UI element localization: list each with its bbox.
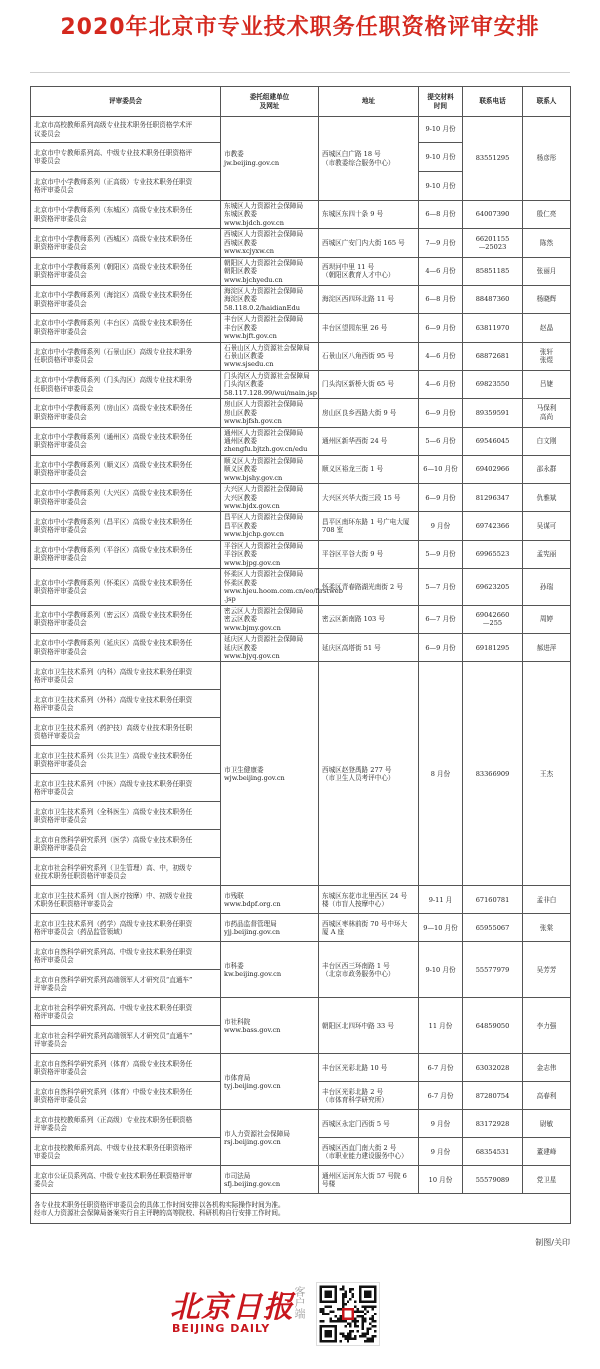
address-cell: 延庆区高塔街 51 号: [319, 634, 419, 662]
contact-cell: 杨彦彤: [523, 117, 571, 201]
unit-cell: 平谷区人力资源社会保障局 平谷区教委 www.bjpg.gov.cn: [221, 540, 319, 568]
address-cell: 昌平区南环东路 1 号广电大厦 708 室: [319, 512, 419, 540]
time-cell: 6-7 月份: [419, 1054, 463, 1082]
committee-cell: 北京市技校教师系列（正高级）专业技术职务任职资格 评审委员会: [31, 1110, 221, 1138]
committee-cell: 北京市社会科学研究系列高端领军人才研究员“直通车” 评审委员会: [31, 1026, 221, 1054]
table-row: [31, 455, 571, 483]
time-cell: 6—7 月份: [419, 605, 463, 633]
table-row: [31, 370, 571, 398]
unit-cell: 怀柔区人力资源社会保障局 怀柔区教委 www.hjeu.hoom.com.cn/eo/firstweb .jsp: [221, 569, 319, 606]
address-cell: 石景山区八角西街 95 号: [319, 342, 419, 370]
table-row: [31, 634, 571, 662]
title-divider: [30, 72, 570, 73]
committee-cell: 北京市中小学教师系列（通州区）高级专业技术职务任 职资格评审委员会: [31, 427, 221, 455]
address-cell: 大兴区兴华大街三段 15 号: [319, 484, 419, 512]
table-row: [31, 1110, 571, 1138]
table-row: [31, 569, 571, 606]
phone-cell: 69402966: [463, 455, 523, 483]
time-cell: 10 月份: [419, 1166, 463, 1194]
header-time: 提交材料 时间: [419, 87, 463, 117]
address-cell: 西城区永定门西街 5 号: [319, 1110, 419, 1138]
qr-code-icon: [316, 1282, 380, 1346]
time-cell: 9-10 月份: [419, 143, 463, 172]
phone-cell: 83366909: [463, 662, 523, 886]
contact-cell: 殷仁亮: [523, 201, 571, 229]
contact-cell: 李力强: [523, 998, 571, 1054]
unit-cell: 西城区人力资源社会保障局 西城区教委 www.xcjyxw.cn: [221, 229, 319, 257]
phone-cell: 89359591: [463, 399, 523, 427]
table-row: [31, 942, 571, 970]
unit-cell: 市司法局 sfj.beijing.gov.cn: [221, 1166, 319, 1194]
phone-cell: 69623205: [463, 569, 523, 606]
unit-cell: 东城区人力资源社会保障局 东城区教委 www.bjdch.gov.cn: [221, 201, 319, 229]
brand-logo: [170, 1282, 340, 1342]
phone-cell: 67160781: [463, 886, 523, 914]
contact-cell: 吴芳芳: [523, 942, 571, 998]
address-cell: 西城区赵登禹路 277 号 （市卫生人员考评中心）: [319, 662, 419, 886]
contact-cell: 邵永群: [523, 455, 571, 483]
phone-cell: 66201155 —25023: [463, 229, 523, 257]
table-row: [31, 1166, 571, 1194]
phone-cell: 69042660 —255: [463, 605, 523, 633]
phone-cell: 63032028: [463, 1054, 523, 1082]
address-cell: 朝阳区北四环中路 33 号: [319, 998, 419, 1054]
contact-cell: 金志伟: [523, 1054, 571, 1082]
contact-cell: 孙瑞: [523, 569, 571, 606]
time-cell: 6—10 月份: [419, 455, 463, 483]
address-cell: 丰台区光彩北路 10 号: [319, 1054, 419, 1082]
table-row: [31, 998, 571, 1026]
contact-cell: 周婷: [523, 605, 571, 633]
phone-cell: 68354531: [463, 1138, 523, 1166]
brand-client-label: 客户端: [293, 1286, 306, 1319]
address-cell: 海淀区西四环北路 11 号: [319, 285, 419, 313]
committee-cell: 北京市社会科学研究系列高、中级专业技术职务任职资 格评审委员会: [31, 998, 221, 1026]
contact-cell: 党卫星: [523, 1166, 571, 1194]
contact-cell: 张丽月: [523, 257, 571, 285]
address-cell: 门头沟区新桥大街 65 号: [319, 370, 419, 398]
unit-cell: 市药品监督管理局 yjj.beijing.gov.cn: [221, 914, 319, 942]
time-cell: 6—9 月份: [419, 314, 463, 342]
committee-cell: 北京市中小学教师系列（门头沟区）高级专业技术职务 任职资格评审委员会: [31, 370, 221, 398]
committee-cell: 北京市卫生技术系列（公共卫生）高级专业技术职务任 职资格评审委员会: [31, 746, 221, 774]
address-cell: 西城区白广路 18 号 （市教委综合服务中心）: [319, 117, 419, 201]
table-row: [31, 201, 571, 229]
table-row: [31, 117, 571, 143]
table-row: [31, 512, 571, 540]
unit-cell: 石景山区人力资源社会保障局 石景山区教委 www.sjsedu.cn: [221, 342, 319, 370]
committee-cell: 北京市高校教师系列高级专业技术职务任职资格学术评 议委员会: [31, 117, 221, 143]
committee-cell: 北京市中小学教师系列（石景山区）高级专业技术职务 任职资格评审委员会: [31, 342, 221, 370]
address-cell: 密云区新南路 103 号: [319, 605, 419, 633]
time-cell: 9-10 月份: [419, 942, 463, 998]
contact-cell: 吕婕: [523, 370, 571, 398]
time-cell: 4—6 月份: [419, 257, 463, 285]
address-cell: 通州区新华西街 24 号: [319, 427, 419, 455]
header-unit: 委托组建单位 及网址: [221, 87, 319, 117]
note-row: [31, 1194, 571, 1224]
address-cell: 通州区运河东大街 57 号院 6 号楼: [319, 1166, 419, 1194]
unit-cell: 房山区人力资源社会保障局 房山区教委 www.bjfsh.gov.cn: [221, 399, 319, 427]
unit-cell: 市卫生健康委 wjw.beijing.gov.cn: [221, 662, 319, 886]
committee-cell: 北京市自然科学研究系列高、中级专业技术职务任职资 格评审委员会: [31, 942, 221, 970]
contact-cell: 孟非白: [523, 886, 571, 914]
table-row: [31, 1054, 571, 1082]
brand-name: 北京日报: [170, 1290, 294, 1325]
credit-line: 制图/关印: [535, 1238, 570, 1247]
time-cell: 5—7 月份: [419, 569, 463, 606]
phone-cell: 55577979: [463, 942, 523, 998]
unit-cell: 大兴区人力资源社会保障局 大兴区教委 www.bjdx.gov.cn: [221, 484, 319, 512]
committee-cell: 北京市自然科学研究系列（体育）中级专业技术职务任 职资格评审委员会: [31, 1082, 221, 1110]
phone-cell: 55579089: [463, 1166, 523, 1194]
header-phone: 联系电话: [463, 87, 523, 117]
committee-cell: 北京市公证员系列高、中级专业技术职务任职资格评审 委员会: [31, 1166, 221, 1194]
committee-cell: 北京市卫生技术系列（盲人医疗按摩）中、初级专业技 术职务任职资格评审委员会: [31, 886, 221, 914]
committee-cell: 北京市中小学教师系列（房山区）高级专业技术职务任 职资格评审委员会: [31, 399, 221, 427]
committee-cell: 北京市中小学教师系列（朝阳区）高级专业技术职务任 职资格评审委员会: [31, 257, 221, 285]
time-cell: 9—10 月份: [419, 914, 463, 942]
committee-cell: 北京市自然科学研究系列（医学）高级专业技术职务任 职资格评审委员会: [31, 830, 221, 858]
phone-cell: 69965523: [463, 540, 523, 568]
phone-cell: 68872681: [463, 342, 523, 370]
unit-cell: 通州区人力资源社会保障局 通州区教委 zhengfu.bjtzh.gov.cn/edu: [221, 427, 319, 455]
time-cell: 9 月份: [419, 1138, 463, 1166]
committee-cell: 北京市中小学教师系列（顺义区）高级专业技术职务任 职资格评审委员会: [31, 455, 221, 483]
committee-cell: 北京市中小学教师系列（大兴区）高级专业技术职务任 职资格评审委员会: [31, 484, 221, 512]
phone-cell: 64007390: [463, 201, 523, 229]
address-cell: 怀柔区青春路湖光南街 2 号: [319, 569, 419, 606]
time-cell: 6-7 月份: [419, 1082, 463, 1110]
table-row: [31, 257, 571, 285]
phone-cell: 69823550: [463, 370, 523, 398]
address-cell: 丰台区望园东里 26 号: [319, 314, 419, 342]
committee-cell: 北京市卫生技术系列（中医）高级专业技术职务任职资 格评审委员会: [31, 774, 221, 802]
table-header-row: [31, 87, 571, 117]
table-row: [31, 605, 571, 633]
committee-cell: 北京市中小学教师系列（正高级）专业技术职务任职资 格评审委员会: [31, 172, 221, 201]
unit-cell: 密云区人力资源社会保障局 密云区教委 www.bjmy.gov.cn: [221, 605, 319, 633]
time-cell: 6—9 月份: [419, 399, 463, 427]
committee-cell: 北京市卫生技术系列（药护技）高级专业技术职务任职 资格评审委员会: [31, 718, 221, 746]
contact-cell: 张棠: [523, 914, 571, 942]
committee-cell: 北京市中小学教师系列（怀柔区）高级专业技术职务任 职资格评审委员会: [31, 569, 221, 606]
contact-cell: 马保利 高尚: [523, 399, 571, 427]
table-row: [31, 886, 571, 914]
unit-cell: 丰台区人力资源社会保障局 丰台区教委 www.bjft.gov.cn: [221, 314, 319, 342]
table-body: [31, 117, 571, 1224]
phone-cell: 63811970: [463, 314, 523, 342]
contact-cell: 陈然: [523, 229, 571, 257]
committee-cell: 北京市社会科学研究系列（卫生管理）高、中，初级专 业技术职务任职资格评审委员会: [31, 858, 221, 886]
time-cell: 9 月份: [419, 512, 463, 540]
contact-cell: 赵晶: [523, 314, 571, 342]
table-row: [31, 399, 571, 427]
phone-cell: 85851185: [463, 257, 523, 285]
address-cell: 西城区西直门南大街 2 号 （市职业能力建设服务中心）: [319, 1138, 419, 1166]
time-cell: 9 月份: [419, 1110, 463, 1138]
header-committee: 评审委员会: [31, 87, 221, 117]
committee-cell: 北京市技校教师系列高、中级专业技术职务任职资格评 审委员会: [31, 1138, 221, 1166]
committee-cell: 北京市卫生技术系列（全科医生）高级专业技术职务任 职资格评审委员会: [31, 802, 221, 830]
committee-cell: 北京市中小学教师系列（平谷区）高级专业技术职务任 职资格评审委员会: [31, 540, 221, 568]
table-row: [31, 314, 571, 342]
unit-cell: 市科委 kw.beijing.gov.cn: [221, 942, 319, 998]
table-row: [31, 285, 571, 313]
address-cell: 东城区东花市北里西区 24 号 楼（市盲人按摩中心）: [319, 886, 419, 914]
committee-cell: 北京市中小学教师系列（昌平区）高级专业技术职务任 职资格评审委员会: [31, 512, 221, 540]
unit-cell: 市体育局 tyj.beijing.gov.cn: [221, 1054, 319, 1110]
time-cell: 6—8 月份: [419, 201, 463, 229]
table-row: [31, 229, 571, 257]
time-cell: 9-10 月份: [419, 117, 463, 143]
contact-cell: 杨晓辉: [523, 285, 571, 313]
phone-cell: 64859050: [463, 998, 523, 1054]
committee-cell: 北京市中小学教师系列（丰台区）高级专业技术职务任 职资格评审委员会: [31, 314, 221, 342]
committee-cell: 北京市中小学教师系列（东城区）高级专业技术职务任 职资格评审委员会: [31, 201, 221, 229]
address-cell: 西城区广安门内大街 165 号: [319, 229, 419, 257]
phone-cell: 83172928: [463, 1110, 523, 1138]
phone-cell: 87280754: [463, 1082, 523, 1110]
time-cell: 6—9 月份: [419, 484, 463, 512]
table-row: [31, 342, 571, 370]
unit-cell: 昌平区人力资源社会保障局 昌平区教委 www.bjchp.gov.cn: [221, 512, 319, 540]
header-address: 地址: [319, 87, 419, 117]
committee-cell: 北京市中小学教师系列（海淀区）高级专业技术职务任 职资格评审委员会: [31, 285, 221, 313]
table-row: [31, 540, 571, 568]
committee-cell: 北京市卫生技术系列（外科）高级专业技术职务任职资 格评审委员会: [31, 690, 221, 718]
time-cell: 4—6 月份: [419, 370, 463, 398]
table-row: [31, 427, 571, 455]
contact-cell: 郝进萍: [523, 634, 571, 662]
phone-cell: 65955067: [463, 914, 523, 942]
unit-cell: 市社科院 www.bass.gov.cn: [221, 998, 319, 1054]
time-cell: 11 月份: [419, 998, 463, 1054]
time-cell: 5—9 月份: [419, 540, 463, 568]
time-cell: 9-10 月份: [419, 172, 463, 201]
review-schedule-table: [30, 86, 571, 1224]
contact-cell: 王杰: [523, 662, 571, 886]
unit-cell: 市人力资源社会保障局 rsj.beijing.gov.cn: [221, 1110, 319, 1166]
address-cell: 东城区东四十条 9 号: [319, 201, 419, 229]
table-note: 各专业技术职务任职资格评审委员会的具体工作时间安排以各机构实际操作时间为准。 经市人力资源社会保障局备案实行自主评聘的高等院校、科研机构自行安排工作时间。: [31, 1194, 571, 1224]
address-cell: 丰台区西三环南路 1 号 （北京市政务服务中心）: [319, 942, 419, 998]
contact-cell: 白文刚: [523, 427, 571, 455]
contact-cell: 吴谋可: [523, 512, 571, 540]
unit-cell: 朝阳区人力资源社会保障局 朝阳区教委 www.bjchyedu.cn: [221, 257, 319, 285]
contact-cell: 董建峰: [523, 1138, 571, 1166]
committee-cell: 北京市卫生技术系列（药学）高级专业技术职务任职资 格评审委员会（药品监管领域）: [31, 914, 221, 942]
committee-cell: 北京市中小学教师系列（密云区）高级专业技术职务任 职资格评审委员会: [31, 605, 221, 633]
time-cell: 6—8 月份: [419, 285, 463, 313]
unit-cell: 市残联 www.bdpf.org.cn: [221, 886, 319, 914]
address-cell: 西坝河中里 11 号 （朝阳区教育人才中心）: [319, 257, 419, 285]
brand-english: BEIJING DAILY: [172, 1322, 271, 1335]
unit-cell: 顺义区人力资源社会保障局 顺义区教委 www.bjshy.gov.cn: [221, 455, 319, 483]
table-row: [31, 662, 571, 690]
committee-cell: 北京市中专教师系列高、中级专业技术职务任职资格评 审委员会: [31, 143, 221, 172]
unit-cell: 延庆区人力资源社会保障局 延庆区教委 www.bjyq.gov.cn: [221, 634, 319, 662]
time-cell: 8 月份: [419, 662, 463, 886]
time-cell: 6—9 月份: [419, 634, 463, 662]
header-contact: 联系人: [523, 87, 571, 117]
address-cell: 平谷区平谷大街 9 号: [319, 540, 419, 568]
phone-cell: 81296347: [463, 484, 523, 512]
unit-cell: 门头沟区人力资源社会保障局 门头沟区教委 58.117.128.99/wui/main.jsp: [221, 370, 319, 398]
phone-cell: 69546045: [463, 427, 523, 455]
committee-cell: 北京市卫生技术系列（内科）高级专业技术职务任职资 格评审委员会: [31, 662, 221, 690]
phone-cell: 69742366: [463, 512, 523, 540]
committee-cell: 北京市自然科学研究系列（体育）高级专业技术职务任 职资格评审委员会: [31, 1054, 221, 1082]
phone-cell: 69181295: [463, 634, 523, 662]
address-cell: 顺义区裕龙三街 1 号: [319, 455, 419, 483]
unit-cell: 市教委 jw.beijing.gov.cn: [221, 117, 319, 201]
time-cell: 5—6 月份: [419, 427, 463, 455]
contact-cell: 仇雅斌: [523, 484, 571, 512]
time-cell: 4—6 月份: [419, 342, 463, 370]
phone-cell: 88487360: [463, 285, 523, 313]
table-row: [31, 484, 571, 512]
committee-cell: 北京市中小学教师系列（西城区）高级专业技术职务任 职资格评审委员会: [31, 229, 221, 257]
committee-cell: 北京市中小学教师系列（延庆区）高级专业技术职务任 职资格评审委员会: [31, 634, 221, 662]
phone-cell: 83551295: [463, 117, 523, 201]
unit-cell: 海淀区人力资源社会保障局 海淀区教委 58.118.0.2/haidianEdu: [221, 285, 319, 313]
committee-cell: 北京市自然科学研究系列高端领军人才研究员“直通车” 评审委员会: [31, 970, 221, 998]
contact-cell: 孟宪丽: [523, 540, 571, 568]
page-title: 2020年北京市专业技术职务任职资格评审安排: [60, 15, 540, 40]
table-row: [31, 914, 571, 942]
address-cell: 西城区枣林前街 70 号中环大 厦 A 座: [319, 914, 419, 942]
time-cell: 7—9 月份: [419, 229, 463, 257]
address-cell: 丰台区光彩北路 2 号 （市体育科学研究所）: [319, 1082, 419, 1110]
contact-cell: 高春利: [523, 1082, 571, 1110]
address-cell: 房山区良乡西路大街 9 号: [319, 399, 419, 427]
contact-cell: 尉敏: [523, 1110, 571, 1138]
time-cell: 9-11 月: [419, 886, 463, 914]
contact-cell: 张轩 张煜: [523, 342, 571, 370]
